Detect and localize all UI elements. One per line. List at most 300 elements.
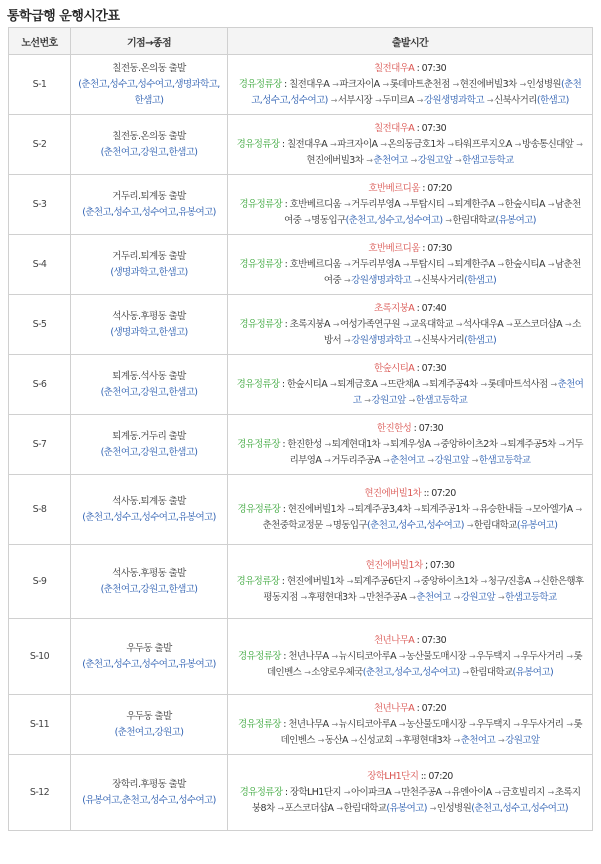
separator: : <box>411 422 419 434</box>
route-origin-cell <box>71 695 228 755</box>
stop-name: 현진에버빌3차 <box>306 154 364 166</box>
route-number: S-12 <box>9 755 71 831</box>
stop-name: 투탑시티 <box>410 198 445 210</box>
first-stop: 천년나무A <box>373 634 415 646</box>
separator: : <box>414 702 422 714</box>
arrow-icon: → <box>556 439 565 449</box>
stop-name: 뜨란채A <box>387 378 420 390</box>
school-stop: 강원생명과학고 <box>351 274 412 286</box>
arrow-icon: → <box>396 719 406 729</box>
departure-time: 07:20 <box>421 702 447 714</box>
school-stop: 강원고앞 <box>434 454 469 466</box>
stop-name: 칠전대우A <box>286 138 328 150</box>
departure-cell <box>228 415 593 475</box>
arrow-icon: → <box>322 439 331 449</box>
stop-name: 롯데마트석사점 <box>487 378 548 390</box>
stop-name: 거두리부영A <box>351 198 400 210</box>
stop-name: 현진에버빌1차 <box>287 503 345 515</box>
stop-name: 퇴계우성A <box>390 438 431 450</box>
departure-line <box>236 421 584 437</box>
stop-name: 한림대학교 <box>473 519 517 531</box>
separator: :: <box>418 770 429 782</box>
arrow-icon: → <box>496 735 505 745</box>
arrow-icon: → <box>400 199 410 209</box>
route-schools: (춘천고,성수고,성수여고,유봉여고) <box>82 511 216 523</box>
departure-time: 07:30 <box>421 634 447 646</box>
header-start-end: 기점→종점 <box>71 28 228 55</box>
departure-line <box>236 633 584 649</box>
arrow-icon: → <box>302 215 311 225</box>
arrow-icon: → <box>329 719 338 729</box>
stop-name: 퇴계주공4차 <box>429 378 478 390</box>
stop-name: 아이파크A <box>350 786 392 798</box>
arrow-icon: → <box>315 735 324 745</box>
stop-label: 경유정류장 <box>237 503 281 515</box>
departure-cell <box>228 695 593 755</box>
arrow-icon: → <box>443 215 452 225</box>
arrow-icon: → <box>492 787 501 797</box>
stop-name: 퇴계한주A <box>454 258 495 270</box>
separator: : <box>414 122 422 134</box>
stop-name: 파크자이A <box>339 78 380 90</box>
departure-cell <box>228 619 593 695</box>
stop-name: 한림대학교 <box>452 214 496 226</box>
stop-name: 퇴계현대1차 <box>331 438 381 450</box>
stop-label: 경유정류장 <box>238 718 281 730</box>
stop-name: 명동입구 <box>311 214 346 226</box>
arrow-icon: → <box>545 787 554 797</box>
route-schools: (춘천여고,강원고,한샘고) <box>100 386 198 398</box>
stop-name: 타워프루지오A <box>454 138 512 150</box>
stop-name: 호반베르디움 <box>289 198 342 210</box>
stop-name: 중앙하이츠1차 <box>420 575 478 587</box>
stop-name: 유승한내들 <box>479 503 523 515</box>
stop-label: 경유정류장 <box>239 198 283 210</box>
table-row <box>9 755 593 831</box>
header-route-no: 노선번호 <box>9 28 71 55</box>
arrow-icon: → <box>406 395 415 405</box>
stop-list: 경유정류장 : 천년나무A →뉴시티코아루A →농산물도매시장 →우두택지 →우두사거리 →롯데인벤스 →소양로우체국(춘천고,성수고,성수여고) →한림대학교(유봉여고) <box>238 650 582 678</box>
school-stop: 강원고앞 <box>371 394 406 406</box>
stop-name: 퇴계한주A <box>454 198 495 210</box>
departure-line <box>236 486 584 502</box>
stop-schools: (춘천고,성수고,성수여고) <box>345 214 443 226</box>
route-schools: (춘천여고,강원고) <box>114 726 184 738</box>
stop-name: 만천주공A <box>366 591 407 603</box>
table-row <box>9 235 593 295</box>
route-origin: 칠전동.온의동 출발 <box>112 130 186 142</box>
route-number: S-7 <box>9 415 71 475</box>
arrow-icon: → <box>342 275 351 285</box>
stop-name: 소양로우체국 <box>311 666 363 678</box>
arrow-icon: → <box>531 576 540 586</box>
departure-line <box>236 769 584 785</box>
stop-name: 천년나무A <box>288 718 329 730</box>
arrow-icon: → <box>523 504 532 514</box>
stop-schools: (춘천고,성수고,성수여고) <box>367 519 464 531</box>
departure-time: 07:40 <box>421 302 447 314</box>
route-origin: 칠전동.온의동 출발 <box>112 62 186 74</box>
arrow-icon: → <box>298 592 307 602</box>
stop-list: 경유정류장 : 천년나무A →뉴시티코아루A →농산물도매시장 →우두택지 →우두사거리 →롯데인벤스 →동산A →신성교회 →후평현대3차 →춘천여고 →강원고앞 <box>238 718 582 746</box>
route-schools: (춘천고,성수고,성수여고,유봉여고) <box>82 658 216 670</box>
stop-name: 서부시장 <box>337 94 373 106</box>
table-row <box>9 175 593 235</box>
route-schools: (춘천여고,강원고,한샘고) <box>100 146 198 158</box>
route-origin: 퇴계동.석사동 출발 <box>112 370 186 382</box>
arrow-icon: → <box>400 259 410 269</box>
arrow-icon: → <box>323 520 332 530</box>
arrow-icon: → <box>564 719 573 729</box>
departure-cell <box>228 545 593 619</box>
arrow-icon: → <box>563 319 572 329</box>
table-row <box>9 619 593 695</box>
stop-name: 장학LH1단지 <box>289 786 341 798</box>
departure-time: 07:30 <box>418 422 444 434</box>
stop-name: 농산물도매시장 <box>406 718 467 730</box>
stop-name: 남춘천여중 <box>323 258 581 286</box>
stop-name: 우두사거리 <box>520 718 564 730</box>
stop-name: 명동입구 <box>332 519 368 531</box>
route-number: S-8 <box>9 475 71 545</box>
stop-schools: (한샘고) <box>464 274 497 286</box>
route-origin-cell <box>71 355 228 415</box>
arrow-icon: → <box>451 592 460 602</box>
first-stop: 호반베르디움 <box>368 242 420 254</box>
arrow-icon: → <box>362 395 371 405</box>
stop-name: 한림대학교 <box>343 802 387 814</box>
arrow-icon: → <box>380 79 389 89</box>
first-stop: 장학LH1단지 <box>367 770 419 782</box>
route-number: S-10 <box>9 619 71 695</box>
stop-name: 천년나무A <box>288 650 329 662</box>
arrow-icon: → <box>381 455 390 465</box>
separator: : <box>414 62 422 74</box>
departure-time: 07:20 <box>428 770 453 782</box>
table-row <box>9 115 593 175</box>
route-origin-cell <box>71 55 228 115</box>
arrow-icon: → <box>470 504 479 514</box>
first-stop: 현진에버빌1차 <box>364 487 422 499</box>
stop-name: 롯데인벤스 <box>280 718 582 746</box>
arrow-icon: → <box>412 335 421 345</box>
school-stop: 한샘고등학교 <box>505 591 557 603</box>
first-stop: 초록지붕A <box>373 302 415 314</box>
route-schools: (춘천고,성수고,성수여고,유봉여고) <box>82 206 216 218</box>
stop-name: 거두리부영A <box>289 438 583 466</box>
arrow-icon: → <box>344 576 353 586</box>
arrow-icon: → <box>445 259 454 269</box>
arrow-icon: → <box>396 651 406 661</box>
stop-schools: (유봉여고) <box>386 802 427 814</box>
arrow-icon: → <box>498 439 507 449</box>
departure-line <box>236 61 584 77</box>
departure-time: 07:20 <box>431 487 456 499</box>
separator: :: <box>421 487 432 499</box>
departure-line <box>236 701 584 717</box>
stop-label: 경유정류장 <box>236 138 280 150</box>
school-stop: 강원생명과학고 <box>423 94 484 106</box>
school-stop: 한샘고등학교 <box>462 154 514 166</box>
stop-name: 거두리부영A <box>351 258 400 270</box>
route-origin-cell <box>71 475 228 545</box>
separator: : <box>419 242 428 254</box>
stop-name: 한숲시티A <box>504 198 545 210</box>
stop-name: 파크자이A <box>337 138 378 150</box>
arrow-icon: → <box>445 199 454 209</box>
departure-cell <box>228 295 593 355</box>
departure-cell <box>228 355 593 415</box>
school-stop: 한샘고등학교 <box>415 394 468 406</box>
arrow-icon: → <box>495 199 504 209</box>
route-number: S-6 <box>9 355 71 415</box>
separator: ; <box>422 559 430 571</box>
arrow-icon: → <box>373 95 382 105</box>
arrow-icon: → <box>564 651 573 661</box>
arrow-icon: → <box>512 139 521 149</box>
stop-name: 포스코더샵A <box>284 802 334 814</box>
stop-schools: (한샘고) <box>536 94 569 106</box>
arrow-icon: → <box>545 199 554 209</box>
stop-name: 거두리주공A <box>331 454 381 466</box>
route-schools: (춘천여고,강원고,한샘고) <box>100 446 198 458</box>
arrow-icon: → <box>322 455 331 465</box>
departure-cell <box>228 115 593 175</box>
first-stop: 한숲시티A <box>373 362 415 374</box>
school-stop: 강원고앞 <box>460 591 496 603</box>
arrow-icon: → <box>411 576 420 586</box>
arrow-icon: → <box>364 155 373 165</box>
stop-list: 경유정류장 : 호반베르디움 →거두리부영A →투탑시티 →퇴계한주A →한숲시티A →남춘천여중 →명동입구(춘천고,성수고,성수여고) →한림대학교(유봉여고) <box>239 198 581 226</box>
table-row <box>9 695 593 755</box>
stop-name: 초록지붕A <box>289 318 330 330</box>
stop-label: 경유정류장 <box>239 318 283 330</box>
stop-list: 경유정류장 : 장학LH1단지 →아이파크A →만천주공A →유엔아이A →금호빌리지 →초록지붕8차 →포스코더샵A →한림대학교(유봉여고) →인성병원(춘천고,성수고,성수여고) <box>239 786 581 814</box>
stop-name: 뉴시티코아루A <box>338 650 396 662</box>
stop-name: 롯데인벤스 <box>266 650 582 678</box>
arrow-icon: → <box>334 803 343 813</box>
stop-label: 경유정류장 <box>239 786 283 798</box>
arrow-icon: → <box>411 504 420 514</box>
departure-cell <box>228 755 593 831</box>
separator: : <box>414 634 422 646</box>
stop-schools: (춘천고,성수고,성수여고) <box>251 78 582 106</box>
arrow-icon: → <box>574 139 583 149</box>
stop-name: 동산A <box>324 734 348 746</box>
table-row <box>9 55 593 115</box>
route-number: S-11 <box>9 695 71 755</box>
arrow-icon: → <box>450 79 459 89</box>
route-number: S-1 <box>9 55 71 115</box>
arrow-icon: → <box>484 95 493 105</box>
stop-name: 한진한성 <box>287 438 322 450</box>
arrow-icon: → <box>420 379 429 389</box>
route-schools: (유봉여고,춘천고,성수고,성수여고) <box>82 794 216 806</box>
route-schools: (춘천고,성수고,성수여고,생명과학고,한샘고) <box>78 78 220 106</box>
arrow-icon: → <box>330 79 339 89</box>
departure-line <box>236 361 584 377</box>
departure-line <box>236 181 584 197</box>
table-row <box>9 475 593 545</box>
arrow-icon: → <box>548 379 557 389</box>
stop-name: 투탑시티 <box>410 258 445 270</box>
arrow-icon: → <box>342 259 351 269</box>
arrow-icon: → <box>400 319 410 329</box>
table-row <box>9 295 593 355</box>
stop-name: 신북사거리 <box>493 94 537 106</box>
route-origin-cell <box>71 619 228 695</box>
departure-time: 07:30 <box>427 242 452 254</box>
arrow-icon: → <box>275 803 284 813</box>
arrow-icon: → <box>328 379 337 389</box>
stop-name: 신북사거리 <box>421 274 465 286</box>
arrow-icon: → <box>464 520 473 530</box>
departure-line <box>236 241 584 257</box>
stop-list: 경유정류장 : 호반베르디움 →거두리부영A →투탑시티 →퇴계한주A →한숲시티A →남춘천여중 →강원생명과학고 →신북사거리(한샘고) <box>239 258 581 286</box>
first-stop: 한진한성 <box>376 422 412 434</box>
arrow-icon: → <box>357 592 366 602</box>
stop-name: 뉴시티코아루A <box>338 718 396 730</box>
stop-name: 후평현대3차 <box>307 591 357 603</box>
stop-list: 경유정류장 : 초록지붕A →여성가족연구원 →교육대학교 →석사대우A →포스코더샵A →소방서 →강원생명과학고 →신북사거리(한샘고) <box>239 318 581 346</box>
route-origin-cell <box>71 235 228 295</box>
arrow-icon: → <box>329 651 338 661</box>
route-origin: 장학리.후평동 출발 <box>112 778 186 790</box>
route-schools: (생명과학고,한샘고) <box>110 326 188 338</box>
stop-name: 신북사거리 <box>421 334 465 346</box>
route-number: S-3 <box>9 175 71 235</box>
stop-name: 호반베르디움 <box>289 258 342 270</box>
school-stop: 춘천여고 <box>416 591 451 603</box>
stop-schools: (한샘고) <box>464 334 497 346</box>
header-depart-time: 출발시간 <box>228 28 593 55</box>
stop-list: 경유정류장 : 한진한성 →퇴계현대1차 →퇴계우성A →중앙하이츠2차 →퇴계주공5차 →거두리부영A →거두리주공A →춘천여고 →강원고앞 →한샘고등학교 <box>237 438 583 466</box>
stop-name: 모아엘가A <box>532 503 573 515</box>
route-origin: 거두리.퇴계동 출발 <box>112 190 186 202</box>
departure-time: 07:30 <box>421 122 447 134</box>
arrow-icon: → <box>341 787 350 797</box>
stop-schools: (유봉여고) <box>516 519 558 531</box>
stop-list: 경유정류장 : 칠전대우A →파크자이A →롯데마트춘천점 →현진에버빌3차 →인성병원(춘천고,성수고,성수여고) →서부시장 →두미르A →강원생명과학고 →신북사거리(한샘고) <box>238 78 582 106</box>
separator: : <box>414 302 422 314</box>
route-origin-cell <box>71 415 228 475</box>
arrow-icon: → <box>378 139 387 149</box>
stop-name: 롯데마트춘천점 <box>389 78 450 90</box>
first-stop: 천년나무A <box>373 702 415 714</box>
stop-name: 퇴계금호A <box>337 378 378 390</box>
first-stop: 현진에버빌1차 <box>365 559 423 571</box>
stop-name: 칠전대우A <box>289 78 330 90</box>
stop-name: 방송통신대앞 <box>521 138 574 150</box>
stop-name: 교육대학교 <box>410 318 453 330</box>
arrow-icon: → <box>330 319 339 329</box>
stop-list: 경유정류장 : 한숲시티A →퇴계금호A →뜨란채A →퇴계주공4차 →롯데마트석사점 →춘천여고 →강원고앞 →한샘고등학교 <box>236 378 584 406</box>
departure-time: 07:30 <box>421 62 447 74</box>
stop-name: 퇴계주공5차 <box>507 438 556 450</box>
route-schools: (춘천여고,강원고,한샘고) <box>100 583 198 595</box>
arrow-icon: → <box>348 735 358 745</box>
departure-line <box>236 558 584 574</box>
stop-name: 석사대우A <box>462 318 504 330</box>
departure-cell <box>228 55 593 115</box>
first-stop: 칠전대우A <box>373 62 415 74</box>
stop-name: 후평현대3차 <box>402 734 451 746</box>
arrow-icon: → <box>517 79 526 89</box>
route-origin-cell <box>71 295 228 355</box>
stop-label: 경유정류장 <box>238 78 282 90</box>
arrow-icon: → <box>328 95 337 105</box>
stop-name: 인성병원 <box>436 802 472 814</box>
arrow-icon: → <box>431 439 440 449</box>
departure-cell <box>228 475 593 545</box>
arrow-icon: → <box>511 651 520 661</box>
route-origin: 석사동.후평동 출발 <box>112 567 186 579</box>
departure-cell <box>228 235 593 295</box>
stop-label: 경유정류장 <box>236 378 280 390</box>
stop-name: 우두사거리 <box>520 650 564 662</box>
arrow-icon: → <box>478 576 487 586</box>
school-stop: 춘천여고 <box>460 734 496 746</box>
school-stop: 강원고앞 <box>505 734 540 746</box>
stop-name: 신성교회 <box>358 734 393 746</box>
stop-name: 우두택지 <box>476 650 511 662</box>
stop-name: 현진에버빌1차 <box>286 575 344 587</box>
route-origin: 석사동.퇴계동 출발 <box>112 495 186 507</box>
arrow-icon: → <box>425 455 434 465</box>
route-origin: 퇴계동.거두리 출발 <box>112 430 186 442</box>
arrow-icon: → <box>511 719 520 729</box>
arrow-icon: → <box>478 379 487 389</box>
departure-time: 07:20 <box>427 182 452 194</box>
stop-name: 두미르A <box>382 94 414 106</box>
arrow-icon: → <box>393 735 402 745</box>
arrow-icon: → <box>392 787 401 797</box>
arrow-icon: → <box>453 319 462 329</box>
table-row <box>9 355 593 415</box>
stop-name: 농산물도매시장 <box>406 650 467 662</box>
stop-name: 퇴계주공3,4차 <box>354 503 411 515</box>
arrow-icon: → <box>342 335 351 345</box>
route-origin-cell <box>71 175 228 235</box>
school-stop: 춘천여고 <box>352 378 584 406</box>
arrow-icon: → <box>442 787 451 797</box>
stop-label: 경유정류장 <box>238 650 281 662</box>
stop-name: 초록지붕8차 <box>251 786 581 814</box>
stop-name: 현진에버빌3차 <box>459 78 517 90</box>
first-stop: 칠전대우A <box>373 122 415 134</box>
stop-name: 우두택지 <box>476 718 511 730</box>
stop-name: 한숲시티A <box>286 378 328 390</box>
arrow-icon: → <box>495 259 504 269</box>
arrow-icon: → <box>445 139 454 149</box>
separator: : <box>414 362 422 374</box>
stop-label: 경유정류장 <box>237 438 280 450</box>
stop-name: 남춘천여중 <box>284 198 581 226</box>
school-stop: 강원생명과학고 <box>351 334 412 346</box>
arrow-icon: → <box>408 155 417 165</box>
timetable <box>8 27 593 831</box>
departure-line <box>236 121 584 137</box>
school-stop: 춘천여고 <box>390 454 425 466</box>
route-origin-cell <box>71 755 228 831</box>
stop-schools: (춘천고,성수고,성수여고) <box>362 666 460 678</box>
stop-name: 인성병원 <box>526 78 561 90</box>
page-title: 통학급행 운행시간표 <box>7 9 120 24</box>
arrow-icon: → <box>467 719 476 729</box>
arrow-icon: → <box>414 95 423 105</box>
arrow-icon: → <box>496 592 505 602</box>
route-origin: 석사동.후평동 출발 <box>112 310 186 322</box>
